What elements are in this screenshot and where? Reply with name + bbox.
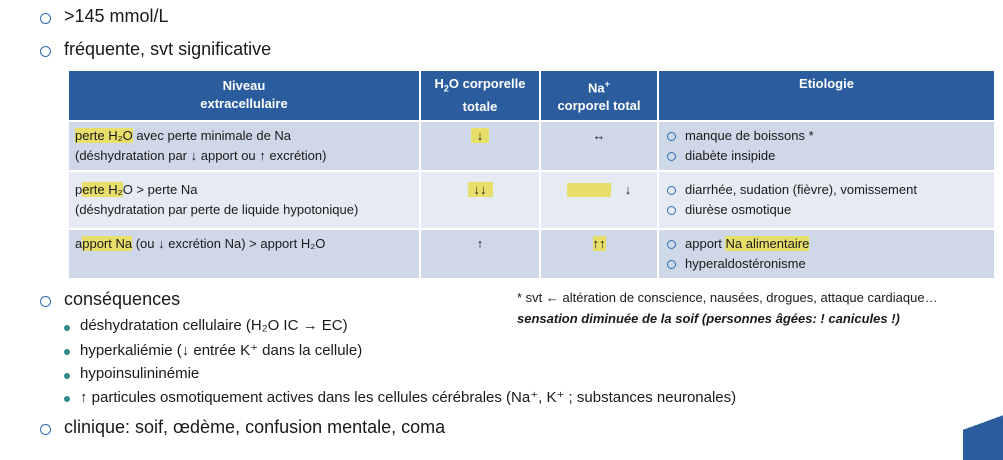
cell-text: diabète insipide (685, 147, 776, 163)
bullet-circle (40, 46, 51, 57)
footnote: * svt ← altération de conscience, nausées, drogues, attaque cardiaque… (517, 290, 938, 305)
highlighted-text: perte H₂O (75, 127, 133, 143)
bullet-frequency: fréquente, svt significative (64, 39, 272, 59)
footnote-emphasis: sensation diminuée de la soif (personnes âgées: ! canicules !) (517, 311, 900, 326)
bullet-circle (40, 296, 51, 307)
arrow-down-icon: ↓ (471, 128, 490, 143)
arrow-up-icon: ↑ (476, 235, 484, 251)
cell-etiology (659, 170, 994, 228)
bullet-circle (667, 132, 676, 141)
corner-decoration (963, 400, 1003, 460)
highlighted-text: Na alimentaire (725, 235, 810, 251)
highlighted-text: pport Na (82, 235, 133, 251)
cell-water (421, 170, 541, 228)
cell-etiology (659, 120, 994, 170)
col-header-sodium (541, 71, 659, 120)
cell-etiology (659, 228, 994, 278)
double-arrow-down-icon: ↓↓ (468, 182, 493, 197)
highlight-mark (567, 183, 611, 197)
table-row (69, 170, 994, 228)
hypernatremia-table (69, 71, 994, 278)
cell-text: (ou ↓ excrétion Na) > apport H₂O (132, 235, 326, 251)
arrow-down-icon: ↓ (624, 181, 632, 197)
table-row (69, 120, 994, 170)
header-text: totale (462, 98, 498, 114)
cell-sodium (541, 170, 659, 228)
bullet-circle (667, 240, 676, 249)
header-text: Etiologie (799, 76, 854, 91)
bullet-clinical: clinique: soif, œdème, confusion mentale, coma (64, 417, 446, 437)
cell-sodium (541, 120, 659, 170)
bullet-circle (667, 206, 676, 215)
cell-text: O > perte Na (122, 181, 198, 197)
header-text: corporel total (557, 98, 641, 114)
cell-level (69, 120, 421, 170)
bullet-dot (64, 373, 70, 379)
header-text: $H_2O$ corporelle (434, 76, 526, 94)
bullet-sodium-threshold: >145 mmol/L (64, 6, 169, 26)
cell-text: manque de boissons * (685, 127, 814, 143)
col-header-level (69, 71, 421, 120)
bullet-dot (64, 325, 70, 331)
bullet-consequences: conséquences (64, 289, 181, 309)
consequence-item: hypoinsulininémie (80, 365, 200, 382)
header-text: extracellulaire (200, 96, 288, 112)
cell-text: diarrhée, sudation (fièvre), vomissement (685, 181, 917, 197)
cell-text: p (75, 181, 83, 197)
consequence-item: hyperkaliémie (↓ entrée K⁺ dans la cellule) (80, 342, 363, 359)
cell-text: diurèse osmotique (685, 201, 792, 217)
header-text: Niveau (222, 78, 266, 94)
bullet-circle (40, 424, 51, 435)
consequence-item: déshydratation cellulaire (H₂O IC → EC) (80, 317, 348, 334)
cell-level (69, 170, 421, 228)
cell-text: (déshydratation par perte de liquide hypotonique) (75, 201, 359, 217)
cell-water (421, 120, 541, 170)
cell-text: avec perte minimale de Na (132, 127, 292, 143)
bullet-dot (64, 349, 70, 355)
bullet-dot (64, 396, 70, 402)
bullet-circle (40, 13, 51, 24)
header-text: Na+ (588, 79, 610, 96)
arrow-leftright-icon: ↔ (592, 127, 606, 143)
cell-text: apport (685, 235, 726, 251)
cell-text: hyperaldostéronisme (685, 255, 806, 271)
table-row (69, 228, 994, 278)
bullet-circle (667, 260, 676, 269)
cell-text: a (75, 235, 83, 251)
highlighted-text: erte H₂ (82, 181, 123, 197)
bullet-circle (667, 152, 676, 161)
cell-text: (déshydratation par ↓ apport ou ↑ excrétion) (75, 147, 327, 163)
bullet-circle (667, 186, 676, 195)
col-header-water (421, 71, 541, 120)
cell-water (421, 228, 541, 278)
double-arrow-up-icon: ↑↑ (592, 235, 606, 251)
cell-level (69, 228, 421, 278)
col-header-etiology (659, 71, 994, 120)
consequence-item: ↑ particules osmotiquement actives dans les cellules cérébrales (Na⁺, K⁺ ; substances neuronales) (80, 389, 737, 406)
cell-sodium (541, 228, 659, 278)
